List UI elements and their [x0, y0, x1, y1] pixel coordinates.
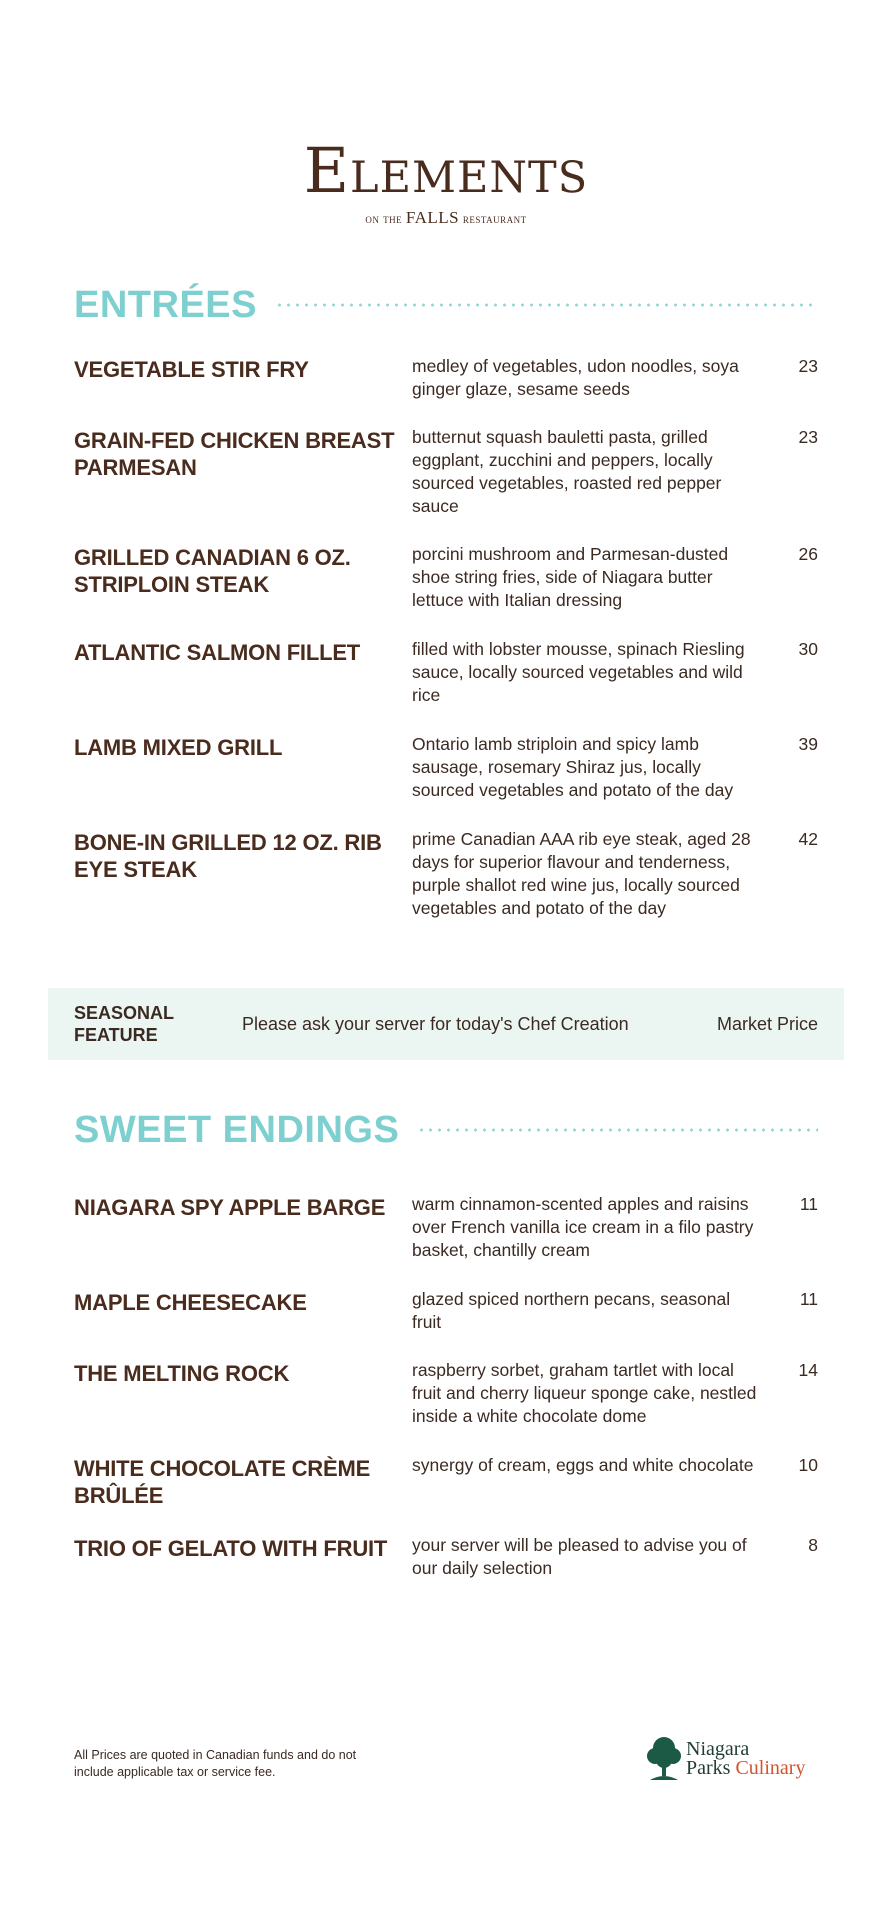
item-price: 10	[798, 1455, 818, 1475]
item-price: 30	[798, 639, 818, 659]
menu-item	[74, 638, 818, 707]
dotted-rule	[417, 1128, 818, 1132]
menu-item	[74, 828, 818, 920]
brand-culinary: Culinary	[735, 1757, 806, 1779]
item-price: 8	[808, 1535, 818, 1555]
item-name: GRAIN-FED CHICKEN BREAST PARMESAN	[74, 428, 395, 480]
item-price: 26	[798, 544, 818, 564]
restaurant-logo	[0, 134, 892, 228]
item-description: raspberry sorbet, graham tartlet with local fruit and cherry liqueur sponge cake, nestled inside a white chocolate dome	[412, 1360, 757, 1426]
tree-icon	[646, 1736, 682, 1782]
item-description: synergy of cream, eggs and white chocolate	[412, 1455, 754, 1475]
item-name: MAPLE CHEESECAKE	[74, 1290, 307, 1315]
menu-item	[74, 543, 818, 612]
logo-wordmark: Elements	[303, 134, 589, 207]
seasonal-text: Please ask your server for today's Chef Creation	[242, 1013, 629, 1034]
entrees-title: ENTRÉES	[74, 283, 257, 326]
seasonal-price: Market Price	[716, 1013, 818, 1034]
sweet-endings-title: SWEET ENDINGS	[74, 1108, 400, 1151]
item-description: butternut squash bauletti pasta, grilled eggplant, zucchini and peppers, locally sourced vegetables, roasted red pepper sauce	[412, 427, 722, 516]
item-name: TRIO OF GELATO WITH FRUIT	[74, 1536, 388, 1561]
menu-item	[74, 733, 818, 802]
item-price: 11	[799, 1194, 818, 1214]
item-price: 23	[798, 356, 818, 376]
menu-item	[74, 1359, 818, 1428]
item-price: 11	[799, 1289, 818, 1309]
item-name: GRILLED CANADIAN 6 OZ. STRIPLOIN STEAK	[74, 545, 351, 597]
item-name: LAMB MIXED GRILL	[74, 735, 283, 760]
brand-line-1: Niagara	[686, 1738, 750, 1760]
item-name: BONE-IN GRILLED 12 OZ. RIB EYE STEAK	[74, 830, 382, 882]
seasonal-feature-band	[48, 988, 844, 1060]
item-description: warm cinnamon-scented apples and raisins over French vanilla ice cream in a filo pastry basket, chantilly cream	[412, 1194, 754, 1260]
item-price: 23	[798, 427, 818, 447]
logo-sub-post: restaurant	[462, 211, 527, 226]
item-description: prime Canadian AAA rib eye steak, aged 28 days for superior flavour and tenderness, purple shallot red wine jus, locally sourced vegetables and potato of the day	[412, 829, 751, 918]
logo-sub-big: FALLS	[405, 208, 460, 227]
item-description: filled with lobster mousse, spinach Riesling sauce, locally sourced vegetables and wild rice	[412, 639, 745, 705]
menu-item	[74, 1454, 818, 1509]
sweet-endings-heading	[74, 1105, 818, 1155]
logo-tagline	[0, 208, 892, 228]
niagara-parks-culinary-logo	[646, 1736, 821, 1784]
item-price: 42	[798, 829, 818, 849]
item-name: NIAGARA SPY APPLE BARGE	[74, 1195, 386, 1220]
brand-line-2	[686, 1759, 805, 1778]
price-disclaimer: All Prices are quoted in Canadian funds and do not include applicable tax or service fee.	[74, 1748, 357, 1779]
brand-text	[686, 1740, 805, 1778]
brand-parks: Parks	[686, 1757, 731, 1779]
item-description: Ontario lamb striploin and spicy lamb sausage, rosemary Shiraz jus, locally sourced vegetables and potato of the day	[412, 734, 734, 800]
menu-item	[74, 1193, 818, 1262]
item-name: WHITE CHOCOLATE CRÈME BRÛLÉE	[74, 1456, 371, 1508]
item-description: glazed spiced northern pecans, seasonal fruit	[412, 1289, 731, 1332]
seasonal-label: SEASONAL FEATURE	[74, 1003, 174, 1045]
item-description: porcini mushroom and Parmesan-dusted shoe string fries, side of Niagara butter lettuce with Italian dressing	[412, 544, 729, 610]
menu-item	[74, 1534, 818, 1580]
menu-item	[74, 426, 818, 518]
item-name: VEGETABLE STIR FRY	[74, 357, 309, 382]
item-description: your server will be pleased to advise you of our daily selection	[412, 1535, 747, 1578]
entrees-heading	[74, 280, 818, 330]
item-name: THE MELTING ROCK	[74, 1361, 290, 1386]
item-price: 39	[798, 734, 818, 754]
logo-sub-pre: on the	[365, 211, 403, 226]
menu-item	[74, 355, 818, 401]
item-description: medley of vegetables, udon noodles, soya ginger glaze, sesame seeds	[412, 356, 739, 399]
item-price: 14	[798, 1360, 818, 1380]
menu-item	[74, 1288, 818, 1334]
dotted-rule	[275, 303, 818, 307]
item-name: ATLANTIC SALMON FILLET	[74, 640, 361, 665]
